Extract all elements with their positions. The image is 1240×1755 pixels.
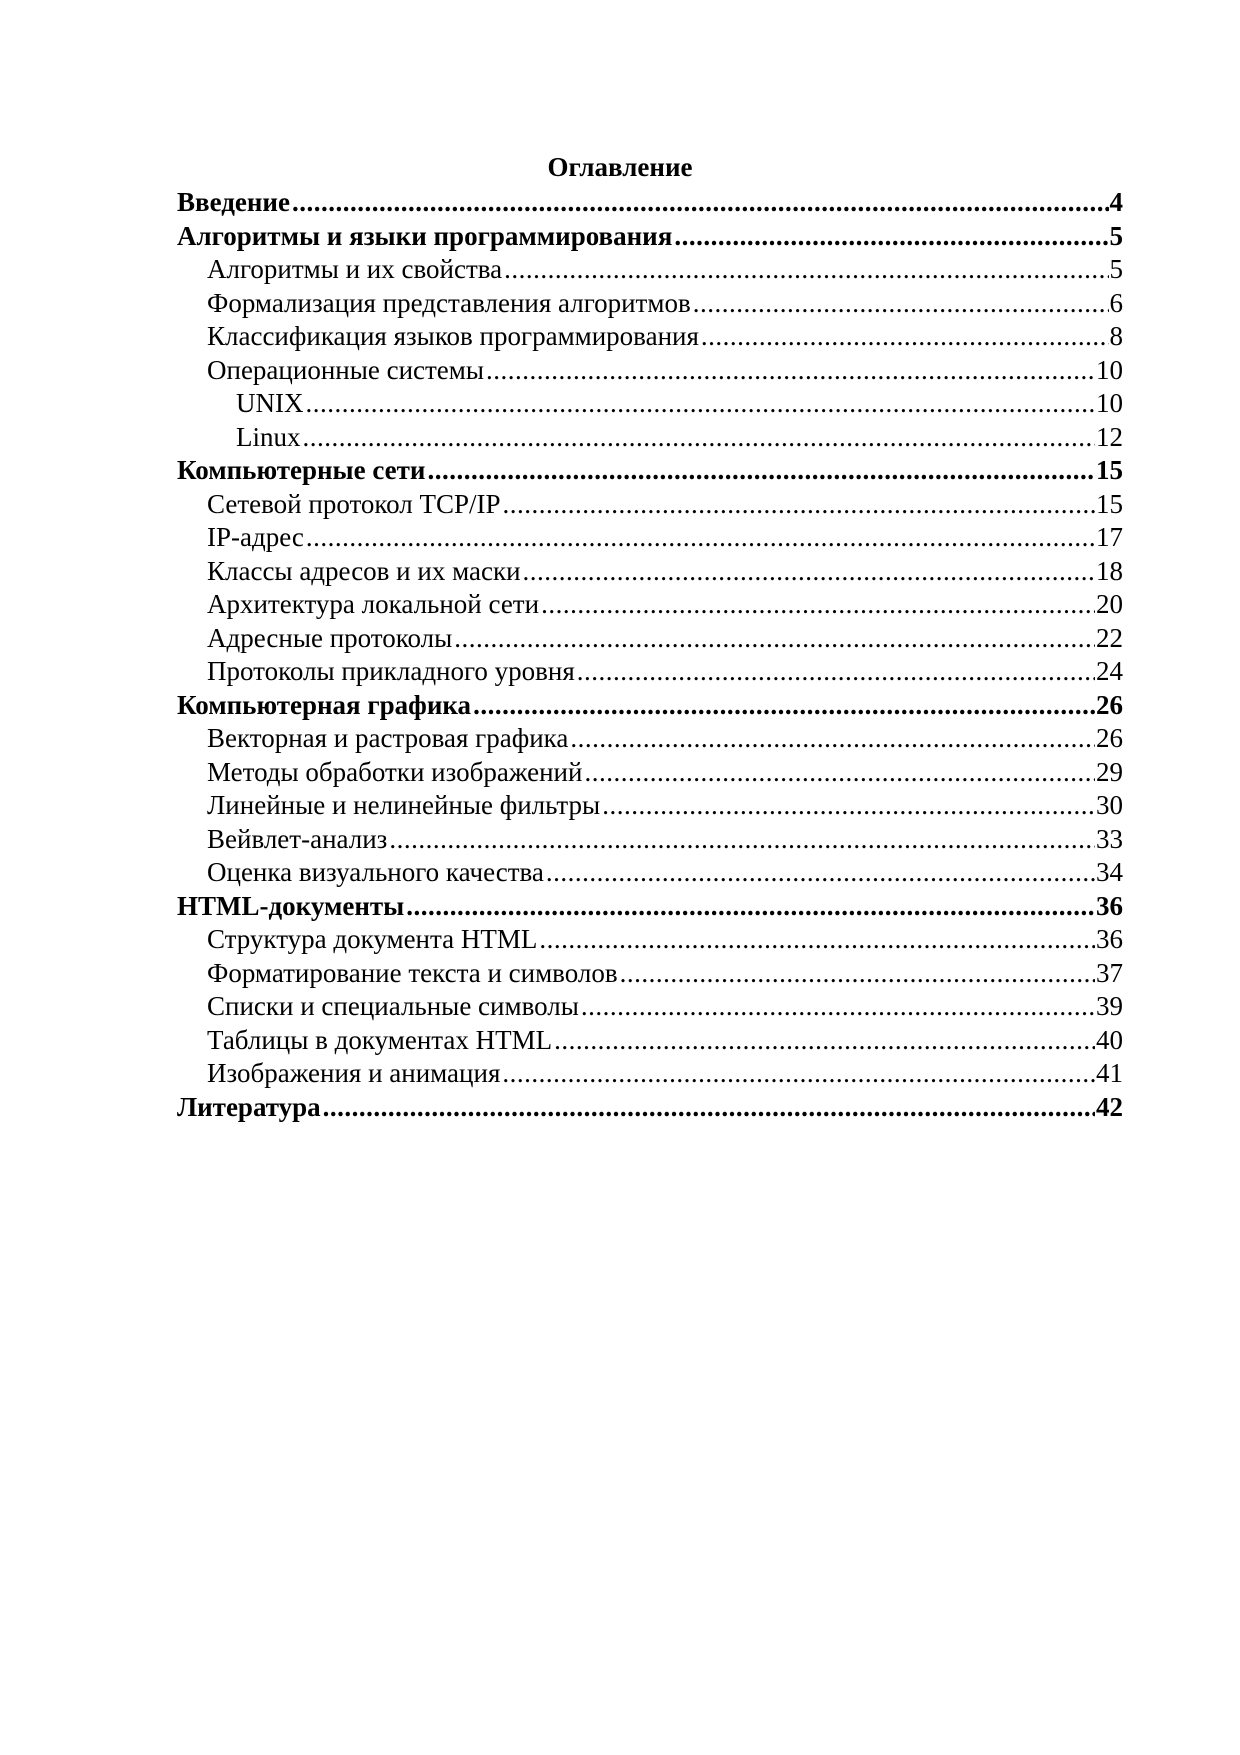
toc-dot-leader (584, 756, 1095, 790)
toc-section-entry[interactable] (177, 588, 1123, 622)
toc-page-number: 37 (1096, 957, 1123, 988)
toc-dot-leader (539, 923, 1095, 957)
toc-section-entry[interactable] (177, 320, 1123, 354)
toc-entry-title: Классы адресов и их маски (207, 555, 521, 586)
toc-chapter-entry[interactable] (177, 186, 1123, 220)
toc-page-number: 12 (1096, 421, 1123, 452)
toc-section-entry[interactable] (177, 655, 1123, 689)
toc-entry-title: Архитектура локальной сети (207, 589, 540, 619)
toc-dot-leader (427, 454, 1095, 488)
toc-dot-leader (674, 220, 1108, 254)
toc-section-entry[interactable] (177, 789, 1123, 823)
toc-page-number: 40 (1096, 1024, 1123, 1055)
toc-entry-title: Протоколы прикладного уровня (207, 656, 575, 686)
toc-page-number: 41 (1096, 1058, 1123, 1088)
toc-dot-leader (502, 1057, 1095, 1091)
toc-entry-title: UNIX (236, 388, 304, 418)
toc-chapter-entry[interactable] (177, 454, 1123, 488)
toc-dot-leader (581, 990, 1095, 1024)
toc-entry-title: Векторная и растровая графика (207, 723, 569, 753)
toc-dot-leader (602, 789, 1095, 823)
toc-dot-leader (306, 387, 1096, 421)
toc-entry-title: Линейные и нелинейные фильтры (207, 790, 601, 820)
toc-section-entry[interactable] (177, 555, 1123, 589)
toc-page-number: 10 (1096, 388, 1123, 418)
toc-page-number: 5 (1109, 220, 1123, 251)
toc-entry-title: Компьютерные сети (177, 455, 426, 485)
toc-dot-leader (503, 488, 1095, 522)
toc-section-entry[interactable] (177, 1024, 1123, 1058)
toc-entry-title: Списки и специальные символы (207, 991, 579, 1021)
toc-page-number: 29 (1096, 756, 1123, 787)
toc-page-number: 34 (1096, 857, 1123, 887)
toc-section-entry[interactable] (177, 253, 1123, 287)
toc-entry-title: Операционные системы (207, 354, 485, 385)
toc-page-number: 17 (1096, 522, 1123, 552)
toc-dot-leader (577, 655, 1095, 689)
toc-entry-title: Методы обработки изображений (207, 756, 583, 787)
toc-chapter-entry[interactable] (177, 1091, 1123, 1125)
toc-entry-title: Сетевой протокол TCP/IP (207, 488, 501, 519)
toc-page-number: 4 (1109, 187, 1123, 217)
toc-section-entry[interactable] (177, 287, 1123, 321)
toc-section-entry[interactable] (177, 923, 1123, 957)
toc-page-number: 8 (1109, 321, 1123, 351)
toc-dot-leader (570, 722, 1095, 756)
toc-section-entry[interactable] (177, 990, 1123, 1024)
toc-section-entry[interactable] (177, 1057, 1123, 1091)
toc-page-number: 5 (1109, 254, 1123, 284)
toc-page-number: 20 (1096, 589, 1123, 619)
toc-page-number: 6 (1109, 287, 1123, 318)
toc-dot-leader (323, 1091, 1095, 1125)
toc-dot-leader (292, 186, 1109, 220)
toc-dot-leader (541, 588, 1095, 622)
toc-page-number: 42 (1096, 1091, 1123, 1122)
toc-dot-leader (303, 421, 1096, 455)
toc-page-number: 18 (1096, 555, 1123, 586)
toc-page-number: 39 (1096, 991, 1123, 1021)
toc-entry-title: Введение (177, 187, 290, 217)
toc-page-number: 10 (1096, 354, 1123, 385)
toc-entry-title: HTML-документы (177, 890, 405, 921)
toc-dot-leader (554, 1024, 1095, 1058)
toc-page-number: 22 (1096, 622, 1123, 653)
toc-entry-title: Классификация языков программирования (207, 321, 699, 351)
toc-entry-title: Таблицы в документах HTML (207, 1024, 553, 1055)
toc-chapter-entry[interactable] (177, 890, 1123, 924)
toc-page-number: 15 (1096, 488, 1123, 519)
toc-section-entry[interactable] (177, 622, 1123, 656)
toc-page-number: 36 (1096, 890, 1123, 921)
toc-entry-title: IP-адрес (207, 522, 304, 552)
toc-page-number: 15 (1096, 455, 1123, 485)
toc-section-entry[interactable] (177, 756, 1123, 790)
toc-entry-title: Алгоритмы и их свойства (207, 254, 503, 284)
toc-subsection-entry[interactable] (177, 421, 1123, 455)
toc-dot-leader (486, 354, 1095, 388)
toc-subsection-entry[interactable] (177, 387, 1123, 421)
toc-chapter-entry[interactable] (177, 220, 1123, 254)
toc-dot-leader (389, 823, 1095, 857)
toc-entry-title: Изображения и анимация (207, 1058, 501, 1088)
toc-page-number: 36 (1096, 924, 1123, 954)
toc-dot-leader (693, 287, 1109, 321)
toc-title: Оглавление (547, 152, 693, 182)
toc-section-entry[interactable] (177, 823, 1123, 857)
toc-dot-leader (620, 957, 1095, 991)
toc-page-number: 26 (1096, 723, 1123, 753)
toc-section-entry[interactable] (177, 521, 1123, 555)
toc-section-entry[interactable] (177, 488, 1123, 522)
toc-section-entry[interactable] (177, 354, 1123, 388)
toc-entry-title: Компьютерная графика (177, 689, 472, 720)
toc-entry-title: Структура документа HTML (207, 924, 538, 954)
toc-dot-leader (504, 253, 1108, 287)
toc-section-entry[interactable] (177, 856, 1123, 890)
toc-entry-title: Адресные протоколы (207, 622, 453, 653)
toc-page-number: 33 (1096, 823, 1123, 854)
toc-entry-title: Алгоритмы и языки программирования (177, 220, 673, 251)
toc-entry-title: Linux (236, 421, 301, 452)
toc-page-number: 26 (1096, 689, 1123, 720)
toc-page-number: 24 (1096, 656, 1123, 686)
toc-dot-leader (546, 856, 1095, 890)
toc-section-entry[interactable] (177, 957, 1123, 991)
toc-dot-leader (701, 320, 1109, 354)
toc-chapter-entry[interactable] (177, 689, 1123, 723)
toc-dot-leader (473, 689, 1095, 723)
toc-dot-leader (406, 890, 1095, 924)
toc-entry-title: Формализация представления алгоритмов (207, 287, 691, 318)
toc-dot-leader (306, 521, 1095, 555)
toc-section-entry[interactable] (177, 722, 1123, 756)
toc-dot-leader (454, 622, 1095, 656)
toc-entry-title: Форматирование текста и символов (207, 957, 618, 988)
toc-list (177, 186, 1123, 1124)
toc-dot-leader (523, 555, 1095, 589)
toc-entry-title: Вейвлет-анализ (207, 823, 388, 854)
toc-entry-title: Литература (177, 1091, 321, 1122)
toc-entry-title: Оценка визуального качества (207, 857, 544, 887)
toc-page-number: 30 (1096, 790, 1123, 820)
